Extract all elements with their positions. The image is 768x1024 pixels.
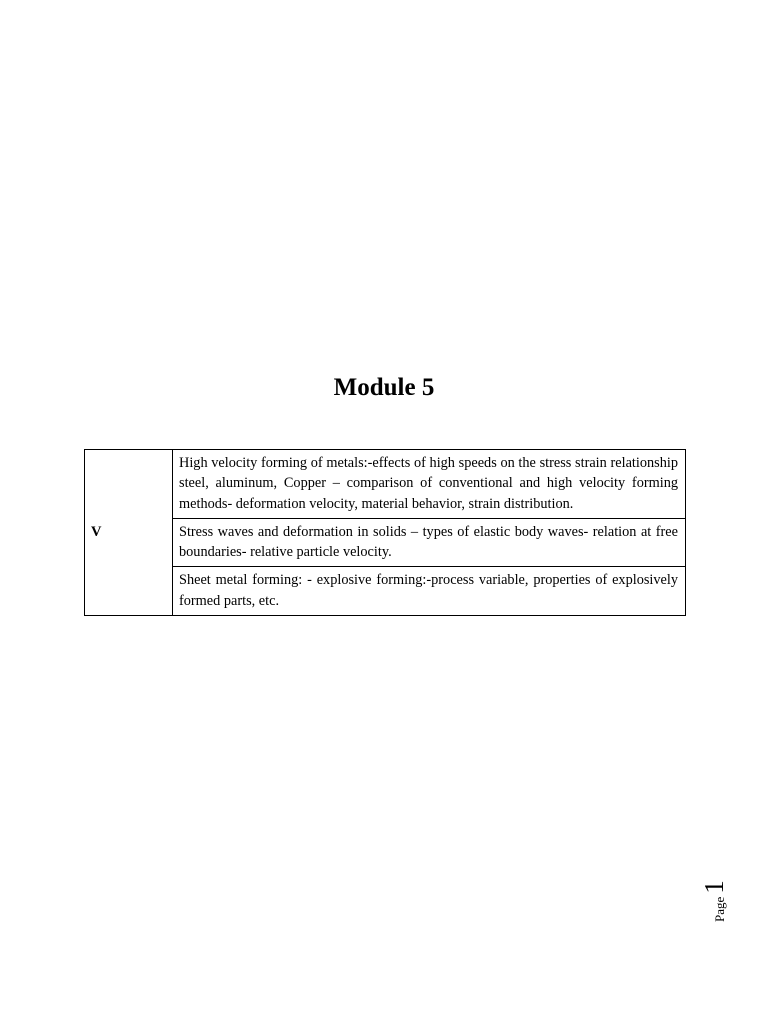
- unit-number: V: [85, 450, 173, 616]
- topic-cell-2: Stress waves and deformation in solids – types of elastic body waves- relation at free boundaries- relative particle velocity.: [173, 518, 686, 567]
- topic-cell-3: Sheet metal forming: - explosive forming:-process variable, properties of explosively formed parts, etc.: [173, 567, 686, 616]
- page-number-marker: [700, 872, 732, 922]
- table-row: [85, 518, 686, 567]
- page-label: Page: [712, 896, 727, 922]
- table-row: [85, 567, 686, 616]
- table-row: [85, 450, 686, 519]
- page-number: 1: [699, 880, 729, 894]
- page-title: Module 5: [333, 374, 435, 401]
- topic-cell-1: High velocity forming of metals:-effects of high speeds on the stress strain relationship steel, aluminum, Copper – comparison of conventional and high velocity forming methods- deformation velocity, material behavior, strain distribution.: [173, 450, 686, 519]
- syllabus-table: [84, 449, 686, 616]
